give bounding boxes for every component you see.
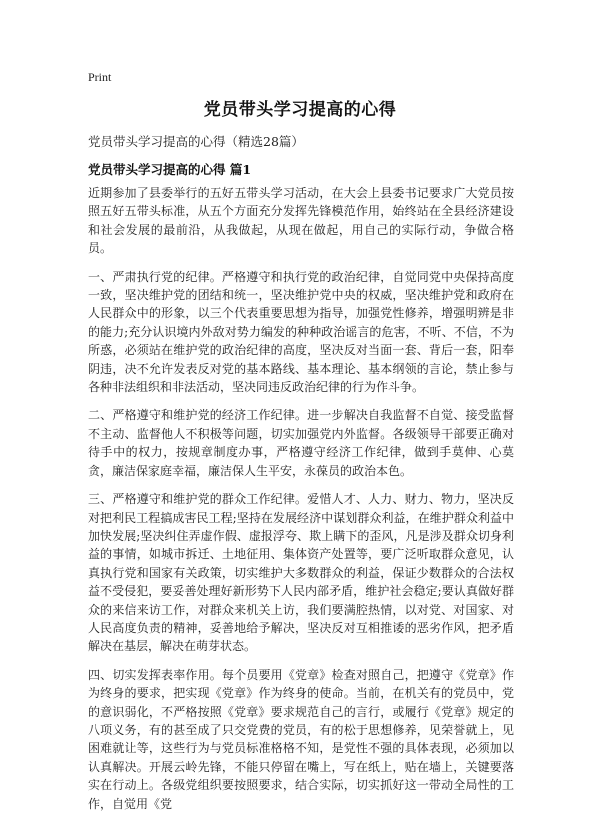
print-link[interactable]: Print <box>88 70 112 84</box>
paragraph-mass-work-discipline: 三、严格遵守和维护党的群众工作纪律。爱惜人才、人力、财力、物力，坚决反对把利民工程搞成害民工程;坚持在发展经济中谋划群众利益，在维护群众利益中加快发展;坚决纠住弄虚作假、虚报浮夸、欺上瞒下的歪风，凡是涉及群众切身利益的事情，如城市拆迁、土地征用、集体资产处置等，要广泛听取群众意见，认真执行党和国家有关政策，切实维护大多数群众的利益，保证少数群众的合法权益不受侵犯，要妥善处理好新形势下人民内部矛盾，维护社会稳定;要认真做好群众的来信来访工作，对群众来机关上访，我们要满腔热情，以对党、对国家、对人民高度负责的精神，妥善地给予解决，坚决反对互相推诿的恶劣作风，把矛盾解决在基层，解决在萌芽状态。 <box>88 492 514 654</box>
paragraph-exemplary-role: 四、切实发挥表率作用。每个员要用《党章》检查对照自己，把遵守《党章》作为终身的要求，把实现《党章》作为终身的使命。当前，在机关有的党员中，党的意识弱化，不严格按照《党章》要求规范自己的言行，或履行《党章》规定的八项义务，有的甚至成了只交党费的党员，有的松于思想修养，见荣誉就上，见困难就让等，这些行为与党员标准格格不知，是党性不强的具体表现，必须加以认真解决。开展云岭先锋，不能只停留在嘴上，写在纸上，贴在墙上，关键要落实在行动上。各级党组织要按照要求，结合实际，切实抓好这一带动全局性的工作，自觉用《党 <box>88 667 514 811</box>
document-subtitle: 党员带头学习提高的心得（精选28篇） <box>88 134 304 149</box>
paragraph-political-discipline: 一、严肃执行党的纪律。严格遵守和执行党的政治纪律，自觉同党中央保持高度一致，坚决维护党的团结和统一，坚决维护党中央的权威，坚决维护党和政府在人民群众中的形象，以三个代表重要思想为指导，加强党性修养，增强明辨是非的能力;充分认识境内外敌对势力编发的种种政治谣言的危害，不听、不信，不为所惑，必须站在维护党的政治纪律的高度，坚决反对当面一套、背后一套，阳奉阴违，决不允许发表反对党的基本路线、基本理论、基本纲领的言论，禁止参与各种非法组织和非法活动，坚决同违反政治纪律的行为作斗争。 <box>88 269 514 395</box>
article-body <box>88 184 514 823</box>
paragraph-intro: 近期参加了县委举行的五好五带头学习活动，在大会上县委书记要求广大党员按照五好五带头标准，从五个方面充分发挥先锋模范作用，始终站在全县经济建设和社会发展的最前沿，从我做起，从现在做起，用自己的实际行动，争做合格员。 <box>88 186 514 256</box>
section-heading: 党员带头学习提高的心得 篇1 <box>88 162 252 177</box>
paragraph-economic-discipline: 二、严格遵守和维护党的经济工作纪律。进一步解决自我监督不自觉、接受监督不主动、监督他人不积极等问题，切实加强党内外监督。各级领导干部要正确对待手中的权力，按规章制度办事，严格遵守经济工作纪律，做到手莫伸、心莫贪，廉洁保家庭幸福，廉洁保人生平安，永葆员的政治本色。 <box>88 408 514 478</box>
page-title: 党员带头学习提高的心得 <box>203 100 397 120</box>
